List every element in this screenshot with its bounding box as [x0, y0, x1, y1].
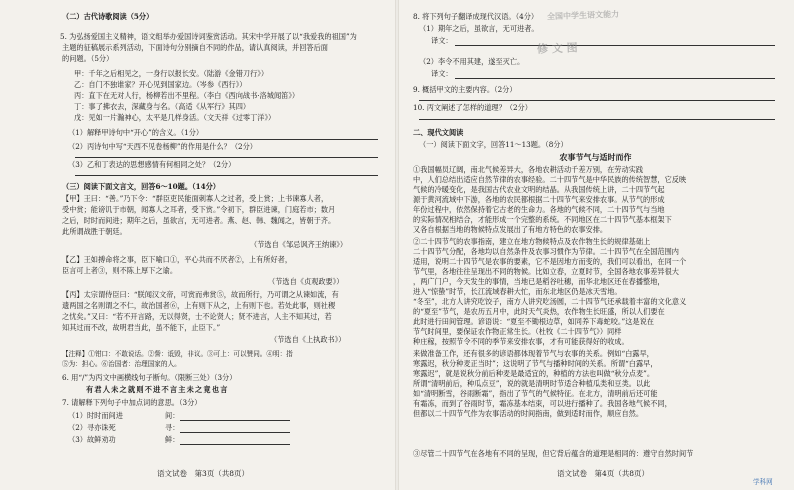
watermark-stamp: 全国中学生语文能力 — [546, 8, 620, 22]
poem-line: 戊：见如一片瀚神心，太平是几样身活。（文天祥《过零丁洋》） — [74, 113, 276, 122]
article-para-2: 节气时间里，要保证农作物正常生长。（杜牧《二十四节气》）同样 — [413, 327, 622, 336]
q8-sub2: （2）李令不用其建，遂至灭亡。 — [419, 57, 525, 66]
poem-line: 丁：事了拂衣去，深藏身与名。（高适《从军行》其四） — [74, 102, 251, 111]
article-para-3: 但都以二十四节气作为农事活动的时间指南，做到适时而作，顺应自然。 — [413, 409, 644, 418]
passage-bing-line: 之忧矣。”又曰：“若不开言路，无以得贤，士不论贤人；贤不进言，人主不知其过，若 — [62, 312, 332, 321]
q6-text: 6. 用“/”为丙文中画横线句子断句。（限断三处）（3分） — [62, 373, 237, 382]
answer-line[interactable] — [180, 444, 290, 445]
article-para-3: 如“清明断雪，谷雨断霜”，指出了节气的气候特征。在北方，清明前后还可能 — [413, 389, 658, 398]
answer-line[interactable] — [75, 157, 378, 158]
passage-jia-line: 之后，时时而间进；期年之后，虽欲言，无可进者。燕、赵、韩、魏闻之，皆朝于齐。 — [62, 216, 336, 225]
page-footer: 语文试卷 第4页（共8页） — [557, 469, 650, 478]
answer-line[interactable] — [75, 175, 378, 176]
article-para-2: 进入“惊蛰”时节，长江流域春耕大忙，而东北地区仍是冰天雪地。 — [413, 287, 622, 296]
section-classical-title: （三）阅读下面文言文，回答6～10题。（14分） — [62, 182, 220, 191]
q5-text-line: 主题的征稿展示系列活动，下面诗句分别摘自不同的作品，请认真阅读，并回答后面 — [62, 43, 328, 52]
q7-item: （1）时时而间进 — [68, 411, 123, 420]
passage-bing-line: 遗两国之名则谓之不仁，故治国者⑥，上有则下从之，上有则下也。若处此事，则社稷 — [62, 301, 336, 310]
q10-text: 10. 丙文阐述了怎样的道理？（2分） — [413, 103, 532, 112]
section-poetry-title: （二）古代诗歌阅读（5分） — [62, 12, 154, 21]
page-footer: 语文试卷 第3页（共8页） — [157, 469, 250, 478]
poem-line: 丙：直下在无对人行，杨柳若出不里程。（李白《西向战书·洛城闻笛》） — [74, 91, 300, 100]
article-para-1: 气候的冷暖变化，是我国古代农业文明的结晶。从我国传统上讲，二十四节气起 — [413, 185, 665, 194]
q5-sub1: （1）解释甲诗句中“开心”的含义。（1分） — [68, 128, 204, 137]
article-para-2: 二十四节气分配，各地均以自然条件及农事习惯作为节律。二十四节气在全国范围内 — [413, 247, 679, 256]
answer-line[interactable] — [419, 100, 775, 101]
q5-sub3: （3）乙和丁表达的思想感情有何相同之处？（2分） — [68, 160, 236, 169]
answer-line[interactable] — [455, 78, 775, 79]
poem-line: 甲：千年之后相见之，一身行以报长安。（陆游《金错刀行》） — [74, 69, 269, 78]
q9-text: 9. 概括甲文的主要内容。（2分） — [413, 85, 517, 94]
q5-text-line: 5. 为弘扬爱国主义精神，语文组举办爱国诗词鉴赏活动。其宋中学开展了以“我爱我的祖国”为 — [60, 32, 357, 41]
q8-text: 8. 将下列句子翻译成现代汉语。（4分） — [413, 12, 539, 21]
notes-line: ⑤为：担心。⑥治国者：治理国家的人。 — [62, 360, 181, 368]
article-para-1: 又各自根据当地的物候特点发展出了有地方特色的农事安排。 — [413, 225, 608, 234]
answer-line[interactable] — [419, 119, 775, 120]
article-para-2: 的“夏至”节气，是农历五月中，此时天气炎热，农作物生长旺盛，所以人们要在 — [413, 307, 665, 316]
answer-line[interactable] — [150, 139, 378, 140]
corner-logo: 学科网 — [753, 478, 773, 486]
answer-line[interactable] — [180, 432, 290, 433]
q7-label: 间： — [165, 411, 180, 420]
article-para-1: ①我国幅员辽阔，南北气候差异大，各地农耕活动千差万别，在劳动实践 — [413, 165, 644, 174]
q6-sentence[interactable]: 有君人未之就则不进不言主未之竟也言 — [86, 385, 229, 394]
passage-bing-source: （节选自《上执政书》） — [270, 335, 346, 344]
passage-yi-line: 臣言可上者③，则不陈上厚下之谕。 — [62, 266, 178, 275]
article-para-1: 年份过程中，依然保持着它古老的生命力。各地的气候不同，二十四节气与当地 — [413, 205, 665, 214]
article-title: 农事节气与适时而作 — [559, 152, 632, 162]
notes-line: 【注释】①钳口：不敢说话。②訾：诋毁，非议。③可上：可以赞同。④明：指 — [62, 350, 293, 358]
page-4 — [397, 0, 794, 490]
poem-line: 乙：自门不独谁家？开心见到国家边。（岑参《西行》） — [74, 80, 247, 89]
passage-bing-line: 知其过而不改，故明君当此，虽不能下，止臣下。” — [62, 323, 221, 332]
article-para-3: 有霜冻，而到了谷雨时节，霜冻基本结束，可以进行播种了。我国各地气候不同， — [413, 399, 672, 408]
article-para-2: 适用，说明二十四节气是农事的要素，它不是因地方而变的，我们可以看出，在同一个 — [413, 257, 687, 266]
article-para-2: 此时进行田间管理。谚语说：“夏至不锄根边草，如同养下毒蛇咬。”这是说在 — [413, 317, 654, 326]
article-para-2: 节气里，各地往往呈现出不同的物候。比如立春，立夏时节，全国各地农事差异很大 — [413, 267, 679, 276]
q7-label: 鲜： — [165, 435, 180, 444]
article-para-1: 中，人们总结出适应自然节律的农事经验。二十四节气是中华民族的传统智慧，它反映 — [413, 175, 687, 184]
translate-label: 译文： — [431, 36, 453, 45]
passage-jia-line: 此所谓战胜于朝廷。 — [62, 227, 127, 236]
q7-label: 寻： — [165, 423, 180, 432]
article-para-2: ，两广门户，今天发生的事情，当地已是稻谷吐穗，而华北地区还在春播整地， — [413, 277, 665, 286]
passage-bing-line: 【丙】太宗谓侍臣曰：“朕闻汉文帝，可赏而弗赏⑤，故而所行，乃可谓之从谏如流，有 — [62, 290, 339, 299]
passage-yi-source: （节选自《贞观政要》） — [268, 277, 344, 286]
section-modern-title: 二、现代文阅读 — [413, 128, 464, 137]
article-para-3: 寒露迟”，就是说秋分前后种麦是最适宜的，种植的方法也叫做“秋分点麦”。 — [413, 369, 655, 378]
passage-jia-line: 受中赏；能谤讥于市朝，闻寡人之耳者，受下赏。”令初下，群臣进谏，门庭若市；数月 — [62, 205, 336, 214]
passage-jia-line: 【甲】王曰：“善。”乃下令：“群臣吏民能面刺寡人之过者，受上赏；上书谏寡人者， — [62, 194, 329, 203]
modern-subtitle: （一）阅读下面文字，回答11～13题。（8分） — [419, 140, 568, 149]
article-para-1: 的实际情况相结合，才能形成一个完整的系统。不同地区在二十四节气基本框架下 — [413, 215, 672, 224]
article-para-3: 来做准备工作，还有很多的谚语都体现着节气与农事的关系。例如“白露早， — [413, 349, 654, 358]
article-para-2: 种庄稼，按照节令不同的季节来安排农事，才有可能获得好的收成。 — [413, 337, 629, 346]
q7-item: （3）故鲜劝功 — [68, 435, 116, 444]
q5-text-line: 的问题。（5分） — [62, 54, 114, 63]
watermark-stamp: 修 文 图 — [536, 41, 578, 56]
article-para-2: ②二十四节气的农事指南，建立在地方物候特点及农作物生长的规律基础上 — [413, 237, 651, 246]
answer-line[interactable] — [180, 420, 290, 421]
article-para-3: 寒露迟，秋分种麦正当时”；这说明了节气与播种时间的关系。所谓“白露早， — [413, 359, 658, 368]
q7-item: （2）寻亦诛死 — [68, 423, 116, 432]
q8-sub1: （1）期年之后，虽欲言，无可进者。 — [419, 24, 539, 33]
passage-yi-line: 【乙】王如搏命将之事，臣下喻口①，平心共而不厌者②，上有所好者， — [62, 255, 293, 264]
article-para-2: “冬至”，北方人讲究吃饺子，南方人讲究吃汤圆，二十四节气还承载着丰富的文化意义 — [413, 297, 687, 306]
article-para-1: 源于黄河流域中下游，各地的农民都根据二十四节气来安排农事。从节气的形成 — [413, 195, 665, 204]
q7-text: 7. 请解释下列句子中加点词的意思。（3分） — [62, 398, 202, 407]
translate-label: 译文： — [431, 69, 453, 78]
q5-sub2: （2）丙诗句中写“天西不见卷杨柳”的作用是什么？（2分） — [68, 142, 257, 151]
answer-line[interactable] — [455, 45, 775, 46]
article-para-4: ③尽管二十四节气在各地有不同的呈现，但它背后蕴含的道理是相同的：遵守自然时间节 — [413, 449, 694, 458]
passage-jia-source: （节选自《邹忌讽齐王纳谏》） — [250, 240, 348, 249]
article-para-3: 所谓“清明前后，种瓜点豆”，说的就是清明时节适合种植瓜类和豆类。以此 — [413, 379, 651, 388]
